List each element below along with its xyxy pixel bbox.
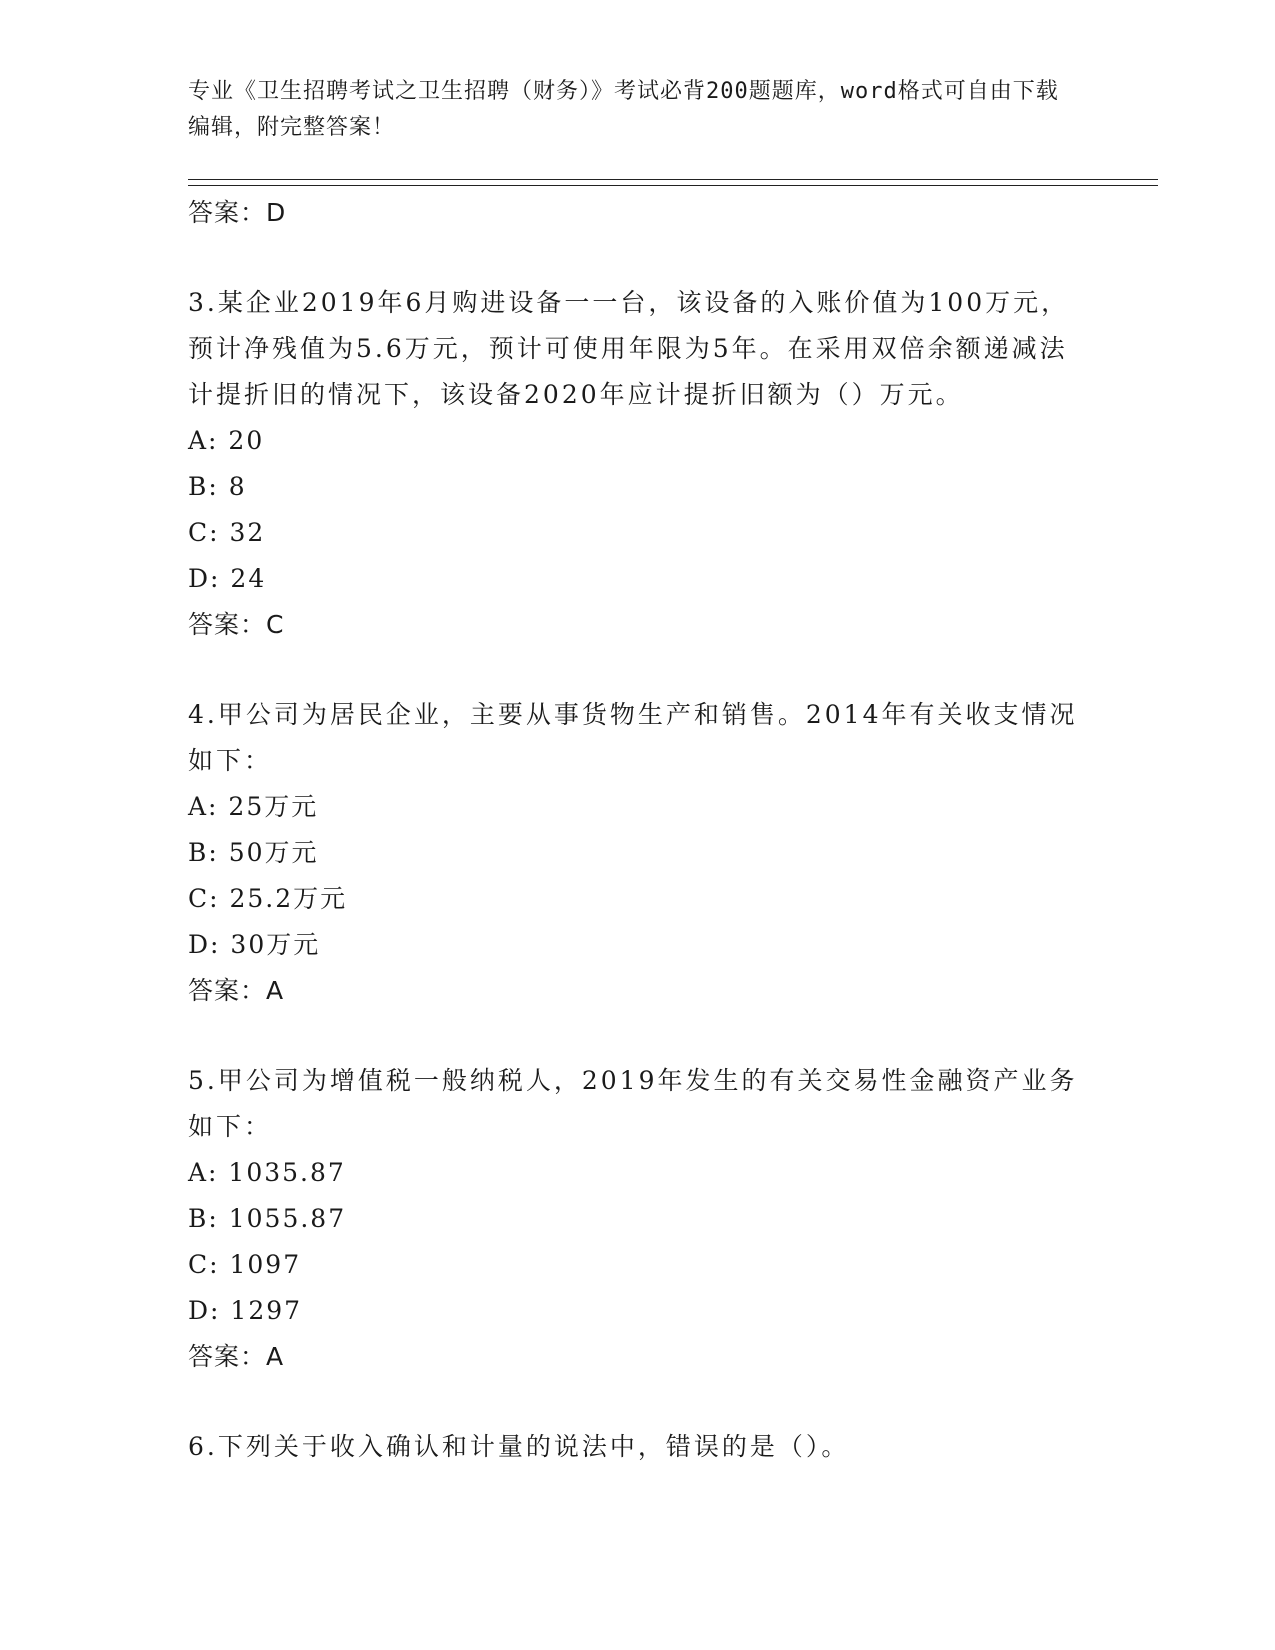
option-c: C: 25.2万元 xyxy=(188,884,348,913)
option-d: D: 1297 xyxy=(188,1296,303,1325)
option-a: A: 20 xyxy=(188,426,265,455)
page-header: 专业《卫生招聘考试之卫生招聘（财务）》考试必背200题题库，word格式可自由下载编辑，附完整答案！ xyxy=(188,79,1059,140)
option-b: B: 1055.87 xyxy=(188,1204,347,1233)
question-stem: 3.某企业2019年6月购进设备一一台，该设备的入账价值为100万元，预计净残值为5.6万元，预计可使用年限为5年。在采用双倍余额递减法计提折旧的情况下，该设备2020年应计提折旧额为（）万元。 xyxy=(188,288,1070,409)
option-c: C: 1097 xyxy=(188,1250,302,1279)
answer-line: 答案：A xyxy=(188,976,285,1005)
question-4 xyxy=(188,692,1088,1013)
question-3 xyxy=(188,280,1088,647)
question-6 xyxy=(188,1424,1088,1470)
answer-line: 答案：C xyxy=(188,610,285,639)
question-stem: 6.下列关于收入确认和计量的说法中，错误的是（）。 xyxy=(188,1432,850,1461)
answer-line: 答案：A xyxy=(188,1342,285,1371)
option-a: A: 25万元 xyxy=(188,792,319,821)
question-stem: 4.甲公司为居民企业，主要从事货物生产和销售。2014年有关收支情况如下： xyxy=(188,700,1078,775)
option-b: B: 50万元 xyxy=(188,838,319,867)
question-5 xyxy=(188,1058,1088,1379)
question-stem: 5.甲公司为增值税一般纳税人，2019年发生的有关交易性金融资产业务如下： xyxy=(188,1066,1078,1141)
answer-line: 答案：D xyxy=(188,198,287,227)
header-divider xyxy=(188,179,1158,186)
option-d: D: 30万元 xyxy=(188,930,321,959)
option-b: B: 8 xyxy=(188,472,247,501)
option-d: D: 24 xyxy=(188,564,267,593)
document-body xyxy=(188,190,1088,1470)
option-a: A: 1035.87 xyxy=(188,1158,346,1187)
option-c: C: 32 xyxy=(188,518,266,547)
